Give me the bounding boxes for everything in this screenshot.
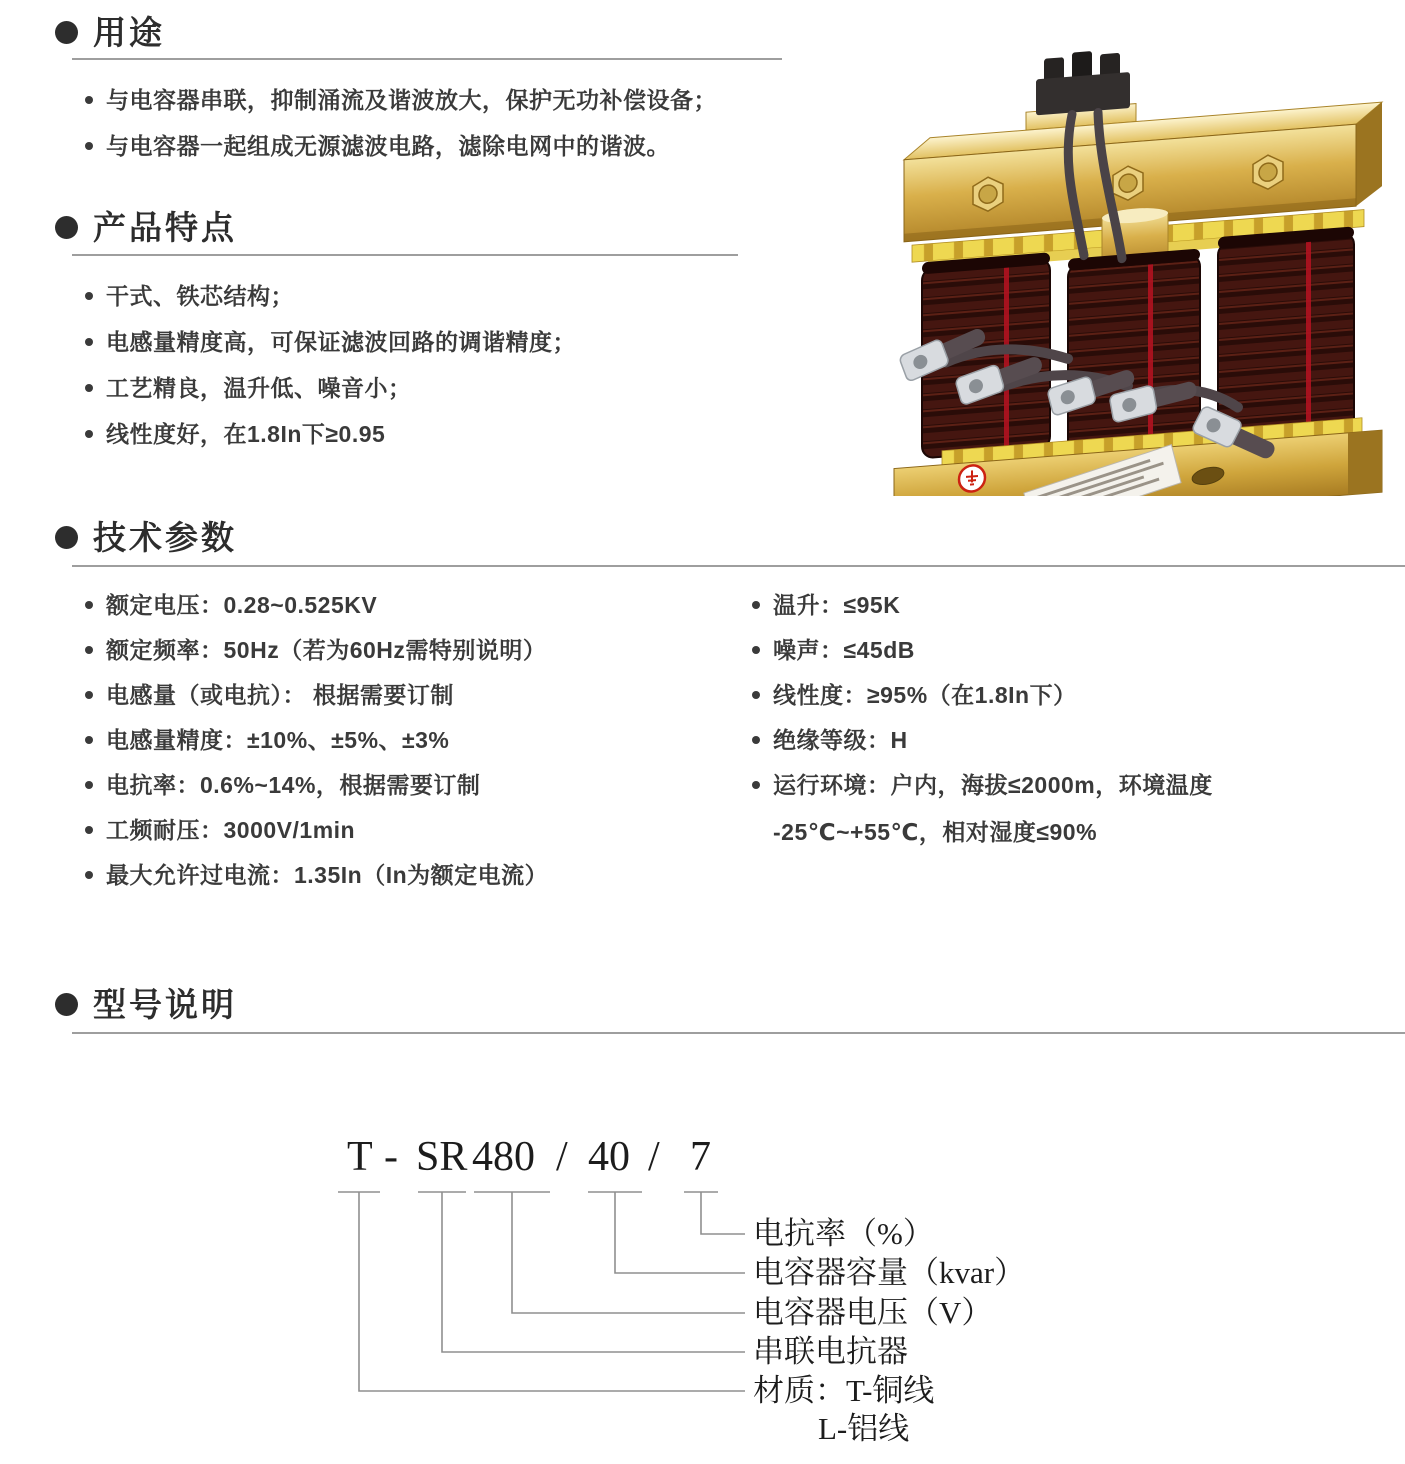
list-item xyxy=(752,591,1213,636)
section-divider xyxy=(72,565,1405,567)
model-code-part: 480 xyxy=(472,1134,535,1180)
model-label: 材质：T-铜线 xyxy=(753,1373,935,1408)
list-item-text: 工频耐压：3000V/1min xyxy=(106,817,356,843)
list-item xyxy=(752,636,1213,681)
list-item-text: 电感量（或电抗）： 根据需要订制 xyxy=(106,682,454,708)
section-divider xyxy=(72,1032,1405,1034)
section-bullet-icon xyxy=(55,21,78,44)
list-item-text: 最大允许过电流：1.35In（In为额定电流） xyxy=(106,862,549,888)
list-item xyxy=(85,132,717,178)
section-title-usage: 用途 xyxy=(93,14,165,51)
list-item xyxy=(752,681,1213,726)
bullet-dot-icon xyxy=(85,826,93,834)
list-item-text: 绝缘等级：H xyxy=(773,727,908,753)
list-item xyxy=(85,328,576,374)
list-item-text: 额定电压：0.28~0.525KV xyxy=(106,592,378,618)
bullet-dot-icon xyxy=(85,691,93,699)
list-item-text: 噪声：≤45dB xyxy=(773,637,915,663)
section-title-model: 型号说明 xyxy=(93,986,237,1023)
model-label: 电容器容量（kvar） xyxy=(753,1255,1026,1290)
section-divider xyxy=(72,254,738,256)
list-item-text: 工艺精良，温升低、噪音小； xyxy=(106,375,412,401)
list-item xyxy=(752,726,1213,771)
list-item xyxy=(85,374,576,420)
usage-list xyxy=(85,86,717,178)
bullet-dot-icon xyxy=(85,601,93,609)
bullet-dot-icon xyxy=(85,292,93,300)
bullet-dot-icon xyxy=(85,646,93,654)
list-item-text: 温升：≤95K xyxy=(773,592,901,618)
list-item xyxy=(85,816,548,861)
list-item xyxy=(85,420,576,466)
bullet-dot-icon xyxy=(85,871,93,879)
section-title-features: 产品特点 xyxy=(93,209,237,246)
section-header-usage xyxy=(55,16,165,49)
list-item xyxy=(85,861,548,906)
bullet-dot-icon xyxy=(85,96,93,104)
tech-params-continuation: -25℃~+55℃，相对湿度≤90% xyxy=(773,819,1098,845)
model-code-part: / xyxy=(556,1134,568,1180)
model-code-part: SR xyxy=(416,1134,468,1180)
model-code-part: / xyxy=(648,1134,660,1180)
bullet-dot-icon xyxy=(752,736,760,744)
section-header-tech-params xyxy=(55,521,237,554)
model-label: 电抗率（%） xyxy=(753,1216,934,1251)
bullet-dot-icon xyxy=(752,601,760,609)
list-item-text: 电感量精度高，可保证滤波回路的调谐精度； xyxy=(106,329,576,355)
list-item xyxy=(752,771,1213,816)
bullet-dot-icon xyxy=(85,736,93,744)
section-bullet-icon xyxy=(55,993,78,1016)
list-item-text: 与电容器一起组成无源滤波电路，滤除电网中的谐波。 xyxy=(106,133,670,159)
bullet-dot-icon xyxy=(85,142,93,150)
bullet-dot-icon xyxy=(85,781,93,789)
list-item-text: 电感量精度：±10%、±5%、±3% xyxy=(106,727,450,753)
tech-params-left-list xyxy=(85,591,548,906)
list-item xyxy=(85,591,548,636)
model-code-part: T xyxy=(347,1134,373,1180)
bullet-dot-icon xyxy=(752,781,760,789)
list-item xyxy=(85,86,717,132)
bullet-dot-icon xyxy=(752,646,760,654)
list-item-text: 线性度：≥95%（在1.8In下） xyxy=(773,682,1077,708)
model-label: 串联电抗器 xyxy=(753,1334,908,1369)
list-item-text: 额定频率：50Hz（若为60Hz需特别说明） xyxy=(106,637,547,663)
list-item-text: 线性度好，在1.8In下≥0.95 xyxy=(106,421,386,447)
list-item xyxy=(85,681,548,726)
model-code-part: - xyxy=(384,1134,398,1180)
features-list xyxy=(85,282,576,466)
list-item-text: 与电容器串联，抑制涌流及谐波放大，保护无功补偿设备； xyxy=(106,87,717,113)
bullet-dot-icon xyxy=(85,430,93,438)
model-label: 电容器电压（V） xyxy=(753,1295,993,1330)
bullet-dot-icon xyxy=(85,338,93,346)
list-item-text: 运行环境：户内，海拔≤2000m，环境温度 xyxy=(773,772,1213,798)
section-header-features xyxy=(55,211,237,244)
bullet-dot-icon xyxy=(752,691,760,699)
model-code-part: 40 xyxy=(588,1134,630,1180)
section-header-model xyxy=(55,988,237,1021)
section-divider xyxy=(72,58,782,60)
tech-params-right-list xyxy=(752,591,1213,816)
list-item xyxy=(85,771,548,816)
list-item-text: 干式、铁芯结构； xyxy=(106,283,294,309)
section-title-tech-params: 技术参数 xyxy=(93,519,237,556)
list-item xyxy=(85,726,548,771)
model-label: L-铝线 xyxy=(818,1411,910,1446)
section-bullet-icon xyxy=(55,216,78,239)
list-item xyxy=(85,282,576,328)
product-photo xyxy=(876,24,1404,496)
bullet-dot-icon xyxy=(85,384,93,392)
list-item-text: 电抗率：0.6%~14%，根据需要订制 xyxy=(106,772,481,798)
section-bullet-icon xyxy=(55,526,78,549)
model-code-part: 7 xyxy=(690,1134,711,1180)
list-item xyxy=(85,636,548,681)
